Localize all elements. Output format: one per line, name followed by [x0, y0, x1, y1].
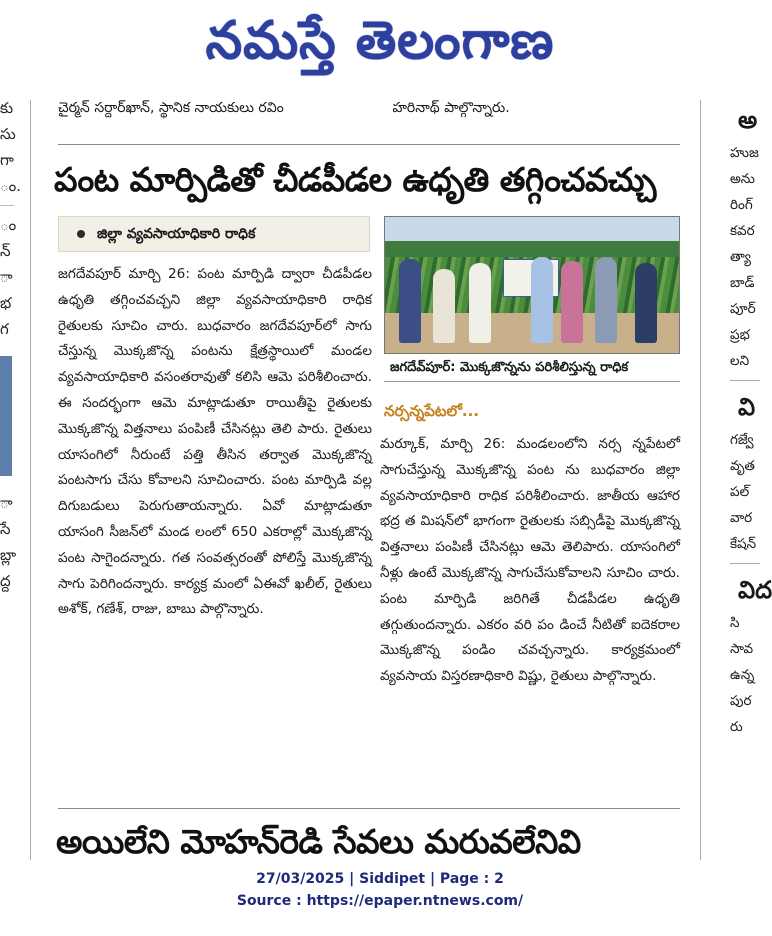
left-fragment-line: కు: [0, 99, 14, 117]
left-fragment-line: సే: [0, 520, 11, 538]
left-column-fragment: [0, 95, 22, 855]
photo-caption: జగదేవ్‌పూర్: మొక్కజొన్నను పరిశీలిస్తున్న రాధిక: [384, 354, 680, 382]
previous-article-tail: [58, 100, 678, 119]
fragment-line: కవర: [730, 223, 755, 239]
left-fragment-line: గా: [0, 151, 14, 169]
newspaper-logo: నమస్తే తెలంగాణ: [205, 10, 555, 71]
fragment-line: పుర: [730, 693, 752, 709]
fragment-photo: [0, 356, 12, 476]
fragment-line: గజ్వే: [730, 432, 754, 448]
section-divider: [58, 144, 680, 145]
article-paragraph: మర్కూక్, మార్చి 26: మండలంలోని నర్స న్నపేటలో సాగుచేస్తున్న మొక్కజొన్న పంట ను బుధవారం జిల్లా వ్యవసాయాధికారి రాధిక పరిశీలించారు. జాతీయ ఆహార భద్ర త మిషన్‌లో భాగంగా రైతులకు సబ్సిడీపై మొక్కజొన్న విత్తనాలు పంపిణీ చేసినట్లు ఆమె తెలిపారు. యాసంగిలో నీళ్లు ఉంటే మొక్కజొన్న సాగుచేసుకోవాలని సూచిం చారు. పంట మార్పిడి జరిగితే చీడపీడల ఉధృతి తగ్గుతుందన్నారు. ఎకరం వరి పం డించే నీటితో ఐదెకరాల మొక్కజొన్న పండిం చవచ్చన్నారు. కార్యక్రమంలో వ్యవసాయ విస్తరణాధికారి విష్ణు, రైతులు పాల్గొన్నారు.: [380, 436, 680, 685]
left-fragment-line: సు: [0, 125, 16, 143]
section-divider: [58, 808, 680, 809]
left-fragment-line: ా: [0, 494, 13, 512]
fragment-line: బాడ్: [730, 275, 755, 291]
left-fragment-line: బ్లా: [0, 546, 17, 564]
left-fragment-line: గ: [0, 320, 9, 338]
divider: [730, 563, 760, 564]
next-article-headline: అయిలేని మోహన్‌రెడి సేవలు మరువలేనివి: [56, 822, 581, 861]
fragment-line: వృత: [730, 458, 755, 474]
article-photo: [384, 216, 680, 354]
column-divider: [700, 100, 701, 860]
fragment-line: ఉన్న: [730, 667, 755, 683]
fragment-line: అను: [730, 171, 755, 187]
fragment-line: త్యా: [730, 249, 751, 265]
fragment-line: ప్రభ: [730, 327, 750, 343]
footer-date-line: 27/03/2025 | Siddipet | Page : 2: [256, 871, 504, 887]
fragment-line: లని: [730, 353, 750, 369]
byline-text: జిల్లా వ్యవసాయాధికారి రాధిక: [97, 226, 256, 242]
divider: [0, 205, 14, 206]
previous-article-left-line: చైర్మన్ సర్దార్‌ఖాన్, స్థానిక నాయకులు రవిం: [58, 100, 284, 116]
article-headline: పంట మార్పిడితో చీడపీడల ఉధృతి తగ్గించవచ్చు: [54, 160, 656, 199]
column-divider: [30, 100, 31, 860]
fragment-line: కేషన్: [730, 536, 757, 552]
fragment-heading: వి: [738, 393, 756, 421]
article-byline: [58, 216, 370, 252]
article-paragraph: జగదేవపూర్ మార్చి 26: పంట మార్పిడి ద్వారా చీడపీడల ఉధృతి తగ్గించవచ్చని జిల్లా వ్యవసాయాధికారి రాధిక రైతులకు సూచిం చారు. బుధవారం జగదేవపూర్‌లో సాగు చేస్తున్న మొక్కజొన్న పంటను క్షేత్రస్థాయిలో మండల వ్యవసాయాధికారి వసంతరావుతో కలిసి ఆమె పరిశీలించారు. ఈ సందర్భంగా ఆమె మాట్లాడుతూ రాయితీపై రైతులకు మొక్కజొన్న విత్తనాలు పంపిణీ చేసినట్లు తెలి పారు. రైతులు యాసంగిలో నీరుంటే పత్తి తీసిన తర్వాత మొక్కజొన్న పంటసాగు చేసు కోవాలని సూచించారు. పంట మార్పిడి వల్ల దిగుబడులు పెరుగుతాయన్నారు. ఏవో మాట్లాడుతూ యాసంగి సీజన్‌లో మండ లంలో 650 ఎకరాల్లో మొక్కజొన్న పంట సాగైందన్నారు. గత సంవత్సరంతో పోలిస్తే మొక్కజొన్న సాగు పెరిగిందన్నారు. కార్యక్ర మంలో ఏఈవో ఖలీల్, రైతులు అశోక్, గణేశ్, రాజు, బాబు పాల్గొన్నారు.: [58, 266, 372, 618]
left-fragment-line: భ: [0, 294, 12, 312]
footer-source-link[interactable]: Source : https://epaper.ntnews.com/: [236, 893, 524, 909]
fragment-line: పూర్: [730, 301, 756, 317]
divider: [730, 380, 760, 381]
article-subhead: నర్సన్నపేటలో...: [384, 402, 479, 420]
page-footer: [0, 868, 760, 928]
left-fragment-line: ం.: [0, 177, 22, 195]
fragment-heading: అ: [738, 106, 758, 134]
fragment-line: రింగ్: [730, 197, 753, 213]
left-fragment-line: ద్ద: [0, 572, 11, 590]
previous-article-right-line: హరినాథ్ పాల్గొన్నారు.: [392, 100, 510, 116]
left-fragment-line: ం: [0, 216, 17, 234]
fragment-line: సి: [730, 615, 740, 631]
fragment-line: రు: [730, 719, 743, 735]
left-fragment-line: న్: [0, 242, 11, 260]
left-fragment-line: ా: [0, 268, 13, 286]
fragment-line: వార: [730, 510, 753, 526]
article-left-column: [58, 262, 372, 623]
fragment-heading: విద: [738, 576, 772, 604]
bullet-icon: [77, 230, 85, 238]
right-column-fragment: [730, 100, 772, 860]
fragment-line: పల్: [730, 484, 750, 500]
masthead: [0, 0, 760, 82]
article-right-column: [380, 432, 680, 690]
fragment-line: సావ: [730, 641, 754, 657]
fragment-line: హుజ: [730, 145, 759, 161]
